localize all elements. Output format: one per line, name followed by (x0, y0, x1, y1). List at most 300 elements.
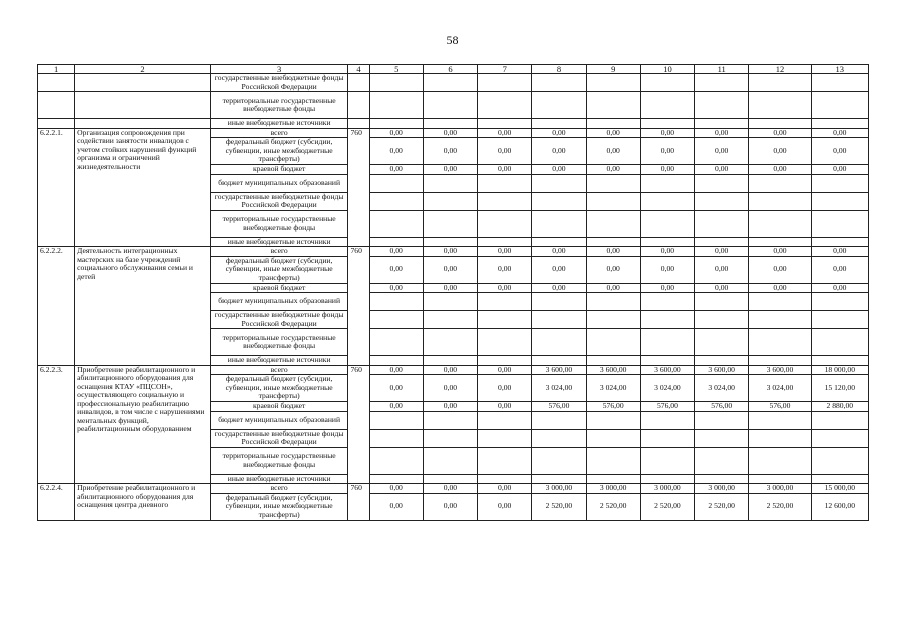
source-label: всего (210, 128, 348, 138)
source-label: краевой бюджет (210, 283, 348, 293)
empty-cell (75, 92, 211, 119)
value-cell: 3 024,00 (695, 375, 749, 402)
value-cell: 576,00 (640, 402, 694, 412)
value-cell (478, 92, 532, 119)
header-cell-11: 11 (695, 65, 749, 74)
value-cell: 0,00 (478, 256, 532, 283)
continuation-row (38, 119, 869, 129)
source-label: федеральный бюджет (субсидии, субвенции, иные межбюджетные трансферты) (210, 256, 348, 283)
item-name: Организация сопровождения при содействии занятости инвалидов с учетом стойких нарушений функций организма и ограничений жизнедеятельности (75, 128, 211, 247)
value-cell: 0,00 (811, 256, 868, 283)
value-cell (749, 92, 811, 119)
source-label: всего (210, 484, 348, 494)
value-cell (811, 119, 868, 129)
value-cell (369, 447, 423, 474)
value-cell (749, 174, 811, 192)
value-cell (749, 210, 811, 237)
value-cell: 0,00 (749, 283, 811, 293)
value-cell (695, 411, 749, 429)
col4-value: 760 (348, 247, 369, 366)
value-cell: 15 000,00 (811, 484, 868, 494)
source-label: федеральный бюджет (субсидии, субвенции, иные межбюджетные трансферты) (210, 493, 348, 520)
value-cell (423, 411, 477, 429)
value-cell (532, 174, 586, 192)
header-cell-8: 8 (532, 65, 586, 74)
value-cell (478, 174, 532, 192)
source-label: иные внебюджетные источники (210, 119, 348, 129)
header-cell-7: 7 (478, 65, 532, 74)
value-cell (532, 429, 586, 447)
value-cell: 0,00 (369, 484, 423, 494)
value-cell (749, 74, 811, 92)
value-cell: 2 880,00 (811, 402, 868, 412)
value-cell (586, 174, 640, 192)
value-cell (586, 74, 640, 92)
value-cell (749, 119, 811, 129)
value-cell (640, 329, 694, 356)
value-cell (811, 174, 868, 192)
value-cell (423, 74, 477, 92)
value-cell: 3 600,00 (640, 365, 694, 375)
header-cell-3: 3 (210, 65, 348, 74)
value-cell (811, 411, 868, 429)
source-label: иные внебюджетные источники (210, 237, 348, 247)
value-cell: 0,00 (695, 283, 749, 293)
value-cell (478, 429, 532, 447)
value-cell (640, 192, 694, 210)
value-cell: 0,00 (749, 247, 811, 257)
value-cell (532, 119, 586, 129)
value-cell (811, 92, 868, 119)
budget-table (37, 64, 869, 521)
value-cell: 0,00 (586, 128, 640, 138)
value-cell (369, 237, 423, 247)
value-cell (749, 311, 811, 329)
value-cell (369, 119, 423, 129)
header-cell-12: 12 (749, 65, 811, 74)
value-cell: 3 600,00 (586, 365, 640, 375)
value-cell: 0,00 (423, 365, 477, 375)
value-cell (640, 447, 694, 474)
col4-value: 760 (348, 128, 369, 247)
value-cell: 0,00 (532, 128, 586, 138)
value-cell (695, 119, 749, 129)
value-cell (586, 293, 640, 311)
item-code: 6.2.2.3. (38, 365, 75, 484)
value-cell (532, 474, 586, 484)
value-cell (478, 447, 532, 474)
value-cell (811, 237, 868, 247)
value-cell (423, 474, 477, 484)
value-cell: 0,00 (369, 138, 423, 165)
value-cell (586, 356, 640, 366)
value-cell: 0,00 (369, 128, 423, 138)
value-cell: 3 000,00 (695, 484, 749, 494)
value-cell (423, 356, 477, 366)
item-code: 6.2.2.2. (38, 247, 75, 366)
value-cell (749, 293, 811, 311)
value-cell: 0,00 (478, 138, 532, 165)
value-cell (478, 192, 532, 210)
value-cell: 0,00 (749, 256, 811, 283)
value-cell: 0,00 (369, 493, 423, 520)
value-cell (640, 429, 694, 447)
value-cell (478, 119, 532, 129)
value-cell: 0,00 (478, 484, 532, 494)
value-cell (478, 311, 532, 329)
source-label: иные внебюджетные источники (210, 356, 348, 366)
source-label: всего (210, 247, 348, 257)
value-cell (695, 210, 749, 237)
value-cell (811, 474, 868, 484)
col4-value: 760 (348, 365, 369, 484)
value-cell (640, 92, 694, 119)
source-label: бюджет муниципальных образований (210, 174, 348, 192)
value-cell (369, 92, 423, 119)
header-cell-1: 1 (38, 65, 75, 74)
value-cell: 0,00 (369, 256, 423, 283)
value-cell (695, 192, 749, 210)
value-cell (369, 356, 423, 366)
value-cell: 0,00 (586, 138, 640, 165)
value-cell (749, 329, 811, 356)
value-cell: 12 600,00 (811, 493, 868, 520)
value-cell (423, 119, 477, 129)
value-cell (640, 237, 694, 247)
value-cell (811, 329, 868, 356)
value-cell (586, 474, 640, 484)
value-cell (532, 192, 586, 210)
value-cell: 0,00 (640, 165, 694, 175)
source-label: всего (210, 365, 348, 375)
value-cell (695, 74, 749, 92)
value-cell (640, 174, 694, 192)
source-label: государственные внебюджетные фонды Российской Федерации (210, 311, 348, 329)
source-label: бюджет муниципальных образований (210, 411, 348, 429)
value-cell (749, 356, 811, 366)
value-cell (640, 119, 694, 129)
value-cell: 2 520,00 (532, 493, 586, 520)
source-label: федеральный бюджет (субсидии, субвенции, иные межбюджетные трансферты) (210, 375, 348, 402)
item-name: Приобретение реабилитационного и абилитационного оборудования для оснащения КТАУ «ПЦСОН», осуществляющего социальную и профессиональную реабилитацию инвалидов, в том числе с нарушениями ментальных функций, реабилитационным оборудованием (75, 365, 211, 484)
value-cell (369, 329, 423, 356)
empty-cell (38, 92, 75, 119)
value-cell (369, 210, 423, 237)
value-cell: 0,00 (423, 247, 477, 257)
value-cell (695, 311, 749, 329)
value-cell (478, 293, 532, 311)
value-cell (749, 411, 811, 429)
item-name: Приобретение реабилитационного и абилитационного оборудования для оснащения центра дневного (75, 484, 211, 521)
value-cell: 18 000,00 (811, 365, 868, 375)
value-cell: 576,00 (749, 402, 811, 412)
value-cell (532, 92, 586, 119)
value-cell: 0,00 (423, 128, 477, 138)
empty-cell (348, 119, 369, 129)
value-cell: 0,00 (478, 375, 532, 402)
source-label: территориальные государственные внебюджетные фонды (210, 329, 348, 356)
value-cell (478, 329, 532, 356)
header-cell-6: 6 (423, 65, 477, 74)
col4-value: 760 (348, 484, 369, 521)
value-cell: 2 520,00 (695, 493, 749, 520)
value-cell (478, 356, 532, 366)
header-row (38, 65, 869, 74)
value-cell (695, 447, 749, 474)
value-cell: 0,00 (586, 165, 640, 175)
value-cell (423, 429, 477, 447)
value-cell: 15 120,00 (811, 375, 868, 402)
value-cell: 0,00 (695, 128, 749, 138)
value-cell: 0,00 (532, 138, 586, 165)
value-cell: 0,00 (423, 256, 477, 283)
value-cell (478, 474, 532, 484)
value-cell (749, 429, 811, 447)
source-label: иные внебюджетные источники (210, 474, 348, 484)
value-cell: 3 024,00 (586, 375, 640, 402)
value-cell (640, 474, 694, 484)
value-cell: 0,00 (640, 138, 694, 165)
value-cell (586, 329, 640, 356)
value-cell (369, 429, 423, 447)
value-cell: 0,00 (749, 128, 811, 138)
value-cell (369, 192, 423, 210)
value-cell: 576,00 (586, 402, 640, 412)
value-cell: 0,00 (369, 375, 423, 402)
value-cell (369, 474, 423, 484)
empty-cell (75, 74, 211, 92)
value-cell: 0,00 (478, 493, 532, 520)
value-cell: 0,00 (640, 256, 694, 283)
item-name: Деятельность интеграционных мастерских на базе учреждений социального обслуживания семьи и детей (75, 247, 211, 366)
value-cell (586, 237, 640, 247)
value-cell: 0,00 (811, 165, 868, 175)
value-cell: 0,00 (640, 247, 694, 257)
value-cell: 0,00 (478, 365, 532, 375)
value-cell (640, 210, 694, 237)
value-cell: 0,00 (586, 247, 640, 257)
value-cell (586, 210, 640, 237)
value-cell (423, 329, 477, 356)
value-cell (695, 293, 749, 311)
value-cell (811, 192, 868, 210)
value-cell (532, 356, 586, 366)
value-cell: 0,00 (532, 165, 586, 175)
table-row (38, 247, 869, 257)
value-cell (369, 174, 423, 192)
value-cell (811, 74, 868, 92)
value-cell: 0,00 (478, 402, 532, 412)
value-cell (695, 356, 749, 366)
value-cell (369, 293, 423, 311)
value-cell (640, 411, 694, 429)
item-code: 6.2.2.4. (38, 484, 75, 521)
source-label: территориальные государственные внебюджетные фонды (210, 447, 348, 474)
value-cell: 3 000,00 (532, 484, 586, 494)
source-label: краевой бюджет (210, 165, 348, 175)
value-cell: 0,00 (532, 247, 586, 257)
source-label: территориальные государственные внебюджетные фонды (210, 210, 348, 237)
value-cell (532, 210, 586, 237)
value-cell: 3 024,00 (640, 375, 694, 402)
header-cell-5: 5 (369, 65, 423, 74)
value-cell (749, 474, 811, 484)
value-cell: 0,00 (811, 138, 868, 165)
value-cell (695, 329, 749, 356)
header-cell-13: 13 (811, 65, 868, 74)
value-cell (532, 447, 586, 474)
value-cell: 0,00 (695, 138, 749, 165)
value-cell (586, 192, 640, 210)
value-cell (478, 411, 532, 429)
value-cell: 0,00 (478, 165, 532, 175)
value-cell: 0,00 (369, 402, 423, 412)
source-label: государственные внебюджетные фонды Российской Федерации (210, 192, 348, 210)
value-cell (423, 447, 477, 474)
header-cell-2: 2 (75, 65, 211, 74)
value-cell (640, 74, 694, 92)
value-cell: 0,00 (369, 283, 423, 293)
value-cell: 3 024,00 (532, 375, 586, 402)
value-cell: 0,00 (423, 484, 477, 494)
value-cell (640, 356, 694, 366)
value-cell (811, 447, 868, 474)
value-cell: 0,00 (423, 165, 477, 175)
value-cell: 0,00 (640, 128, 694, 138)
value-cell: 3 000,00 (640, 484, 694, 494)
value-cell (478, 74, 532, 92)
value-cell: 3 000,00 (586, 484, 640, 494)
value-cell: 3 000,00 (749, 484, 811, 494)
value-cell: 0,00 (369, 365, 423, 375)
value-cell (586, 447, 640, 474)
table-row (38, 484, 869, 494)
value-cell (423, 311, 477, 329)
value-cell: 0,00 (423, 375, 477, 402)
value-cell (640, 293, 694, 311)
value-cell (749, 447, 811, 474)
value-cell: 0,00 (640, 283, 694, 293)
value-cell (586, 429, 640, 447)
value-cell: 0,00 (478, 283, 532, 293)
empty-cell (348, 92, 369, 119)
value-cell: 2 520,00 (640, 493, 694, 520)
value-cell (811, 293, 868, 311)
value-cell (811, 210, 868, 237)
value-cell: 0,00 (532, 283, 586, 293)
value-cell: 0,00 (586, 283, 640, 293)
value-cell (586, 119, 640, 129)
source-label: территориальные государственные внебюджетные фонды (210, 92, 348, 119)
value-cell: 0,00 (695, 247, 749, 257)
value-cell: 0,00 (811, 283, 868, 293)
value-cell (695, 429, 749, 447)
value-cell (423, 210, 477, 237)
value-cell (532, 74, 586, 92)
value-cell: 0,00 (695, 165, 749, 175)
value-cell: 2 520,00 (749, 493, 811, 520)
continuation-row (38, 92, 869, 119)
value-cell: 0,00 (478, 247, 532, 257)
value-cell (369, 411, 423, 429)
value-cell: 3 600,00 (749, 365, 811, 375)
value-cell (423, 174, 477, 192)
value-cell: 0,00 (423, 138, 477, 165)
value-cell: 0,00 (532, 256, 586, 283)
value-cell: 0,00 (478, 128, 532, 138)
value-cell: 0,00 (369, 165, 423, 175)
value-cell: 0,00 (695, 256, 749, 283)
continuation-row (38, 74, 869, 92)
value-cell (532, 311, 586, 329)
value-cell (695, 237, 749, 247)
value-cell (586, 92, 640, 119)
value-cell: 0,00 (749, 138, 811, 165)
value-cell: 0,00 (811, 128, 868, 138)
value-cell: 3 024,00 (749, 375, 811, 402)
value-cell: 2 520,00 (586, 493, 640, 520)
header-cell-4: 4 (348, 65, 369, 74)
table-row (38, 128, 869, 138)
value-cell (423, 293, 477, 311)
page-number: 58 (446, 33, 459, 47)
source-label: краевой бюджет (210, 402, 348, 412)
empty-cell (38, 74, 75, 92)
value-cell (695, 92, 749, 119)
value-cell (749, 237, 811, 247)
value-cell: 0,00 (369, 247, 423, 257)
item-code: 6.2.2.1. (38, 128, 75, 247)
value-cell (811, 429, 868, 447)
empty-cell (75, 119, 211, 129)
value-cell (478, 210, 532, 237)
value-cell (532, 329, 586, 356)
value-cell: 576,00 (695, 402, 749, 412)
value-cell (423, 237, 477, 247)
value-cell (586, 411, 640, 429)
value-cell: 0,00 (811, 247, 868, 257)
value-cell (811, 356, 868, 366)
value-cell (695, 474, 749, 484)
header-cell-9: 9 (586, 65, 640, 74)
value-cell (532, 411, 586, 429)
value-cell: 0,00 (423, 402, 477, 412)
value-cell: 0,00 (423, 493, 477, 520)
value-cell: 3 600,00 (532, 365, 586, 375)
value-cell (423, 192, 477, 210)
header-cell-10: 10 (640, 65, 694, 74)
empty-cell (348, 74, 369, 92)
value-cell: 0,00 (749, 165, 811, 175)
value-cell (369, 74, 423, 92)
value-cell (640, 311, 694, 329)
source-label: федеральный бюджет (субсидии, субвенции, иные межбюджетные трансферты) (210, 138, 348, 165)
value-cell (749, 192, 811, 210)
value-cell (478, 237, 532, 247)
source-label: бюджет муниципальных образований (210, 293, 348, 311)
value-cell: 0,00 (423, 283, 477, 293)
source-label: государственные внебюджетные фонды Российской Федерации (210, 74, 348, 92)
value-cell: 576,00 (532, 402, 586, 412)
value-cell (695, 174, 749, 192)
value-cell (586, 311, 640, 329)
value-cell (423, 92, 477, 119)
value-cell (811, 311, 868, 329)
table-row (38, 365, 869, 375)
empty-cell (38, 119, 75, 129)
value-cell: 0,00 (586, 256, 640, 283)
value-cell: 3 600,00 (695, 365, 749, 375)
